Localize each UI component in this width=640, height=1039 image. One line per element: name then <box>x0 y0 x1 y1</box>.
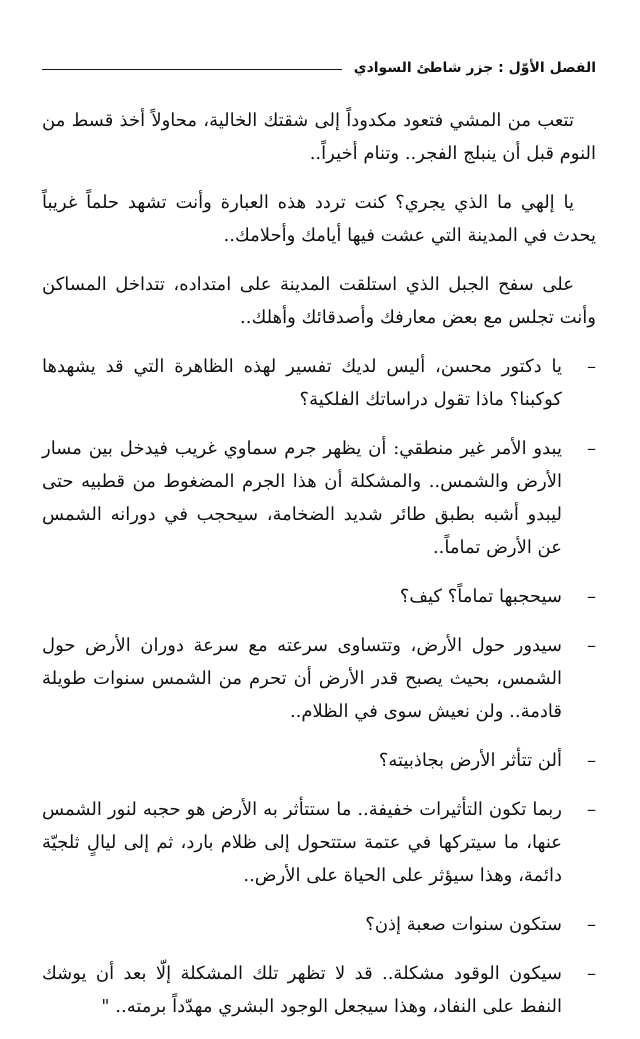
running-header <box>42 56 596 80</box>
dialogue-dash: – <box>587 438 596 459</box>
narrative-paragraph: تتعب من المشي فتعود مكدوداً إلى شقتك الخالية، محاولاً أخذ قسط من النوم قبل أن ينبلج الفجر.. وتنام أخيراً.. <box>42 110 596 164</box>
narrative-paragraph: على سفح الجبل الذي استلقت المدينة على امتداده، تتداخل المساكن وأنت تجلس مع بعض معارفك وأصدقائك وأهلك.. <box>42 274 596 328</box>
dialogue-line <box>42 629 596 728</box>
dialogue-dash: – <box>587 586 596 607</box>
dialogue-line <box>42 580 596 613</box>
dialogue-text: يبدو الأمر غير منطقي: أن يظهر جرم سماوي غريب فيدخل بين مسار الأرض والشمس.. والمشكلة أن هذا الجرم المضغوط من قطبيه حتى ليبدو أشبه بطبق طائر شديد الضخامة، سيحجب في دورانه الشمس عن الأرض تماماً.. <box>42 438 562 558</box>
dialogue-dash: – <box>587 799 596 820</box>
dialogue-dash: – <box>587 750 596 771</box>
dialogue-line <box>42 908 596 941</box>
dialogue-text: سيدور حول الأرض، وتتساوى سرعته مع سرعة دوران الأرض حول الشمس، بحيث يصبح قدر الأرض أن تحرم من الشمس سنوات طويلة قادمة.. ولن نعيش سوى في الظلام.. <box>42 635 562 722</box>
dialogue-text: سيكون الوقود مشكلة.. قد لا تظهر تلك المشكلة إلّا بعد أن يوشك النفط على النفاد، وهذا سيجعل الوجود البشري مهدّداً برمته.. " <box>42 963 562 1017</box>
dialogue-text: يا دكتور محسن، أليس لديك تفسير لهذه الظاهرة التي قد يشهدها كوكبنا؟ ماذا تقول دراساتك الفلكية؟ <box>42 356 562 410</box>
dialogue-text: ستكون سنوات صعبة إذن؟ <box>365 914 562 935</box>
dialogue-dash: – <box>587 914 596 935</box>
dialogue-text: ألن تتأثر الأرض بجاذبيته؟ <box>378 750 562 771</box>
dialogue-text: ربما تكون التأثيرات خفيفة.. ما ستتأثر به الأرض هو حجبه لنور الشمس عنها، ما سيتركها في عتمة ستتحول إلى ظلام بارد، ثم إلى ليالٍ ثلجيّة دائمة، وهذا سيؤثر على الحياة على الأرض.. <box>42 799 562 886</box>
chapter-title: الفصل الأوّل : جزر شاطئ السوادي <box>353 60 596 76</box>
dialogue-dash: – <box>587 635 596 656</box>
narrative-paragraph: يا إلهي ما الذي يجري؟ كنت تردد هذه العبارة وأنت تشهد حلماً غريباً يحدث في المدينة التي عشت فيها أيامك وأحلامك.. <box>42 192 596 246</box>
dialogue-line <box>42 350 596 416</box>
header-rule <box>42 69 342 70</box>
page-body <box>42 104 596 1039</box>
dialogue-dash: – <box>587 963 596 984</box>
dialogue-dash: – <box>587 356 596 377</box>
dialogue-line <box>42 957 596 1023</box>
dialogue-line <box>42 744 596 777</box>
dialogue-text: سيحجبها تماماً؟ كيف؟ <box>399 586 562 607</box>
dialogue-line <box>42 793 596 892</box>
dialogue-line <box>42 432 596 564</box>
